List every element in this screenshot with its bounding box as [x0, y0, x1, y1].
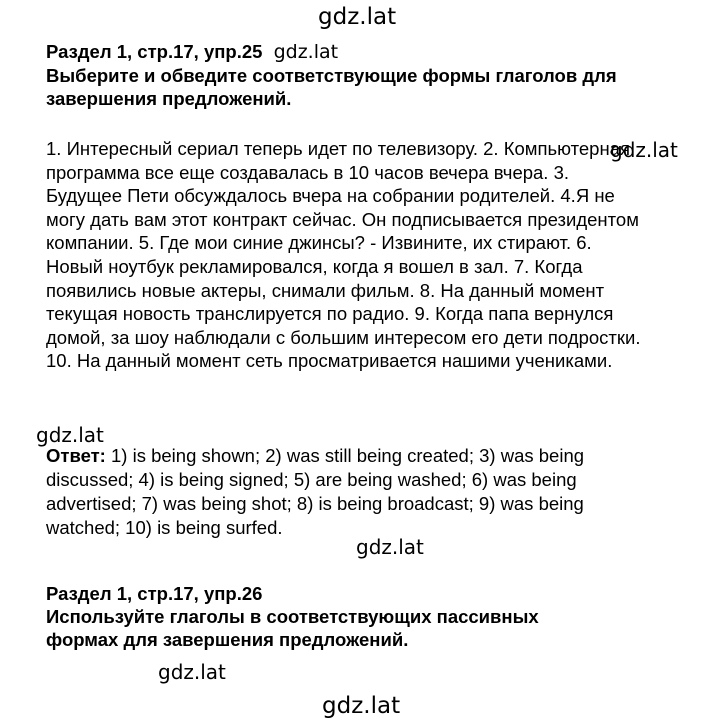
section-25-instruction: Выберите и обведите соответствующие формы глаголов для завершения предложений.	[46, 65, 617, 109]
watermark-mid: gdz.lat	[356, 535, 424, 559]
section-25-title: Раздел 1, стр.17, упр.25	[46, 41, 263, 62]
section-26-title: Раздел 1, стр.17, упр.26	[46, 583, 263, 604]
watermark-lower: gdz.lat	[158, 660, 226, 684]
section-26-heading	[46, 582, 706, 651]
watermark-right: gdz.lat	[610, 138, 678, 162]
watermark-top: gdz.lat	[318, 4, 397, 30]
watermark-left: gdz.lat	[36, 423, 104, 447]
exercise-25-sentences: 1. Интересный сериал теперь идет по телевизору. 2. Компьютерная программа все еще создавалась в 10 часов вечера вчера. 3. Будущее Пети обсуждалось вчера на собрании родителей. 4.Я не могу дать вам этот контракт сейчас. Он подписывается президентом компании. 5. Где мои синие джинсы? - Извините, их стирают. 6. Новый ноутбук рекламировался, когда я вошел в зал. 7. Когда появились новые актеры, снимали фильм. 8. На данный момент текущая новость транслируется по радио. 9. Когда папа вернулся домой, за шоу наблюдали с большим интересом его дети подростки. 10. На данный момент сеть просматривается нашими учениками.	[46, 138, 641, 372]
answer-label: Ответ:	[46, 445, 106, 466]
section-25-heading	[46, 40, 706, 110]
section-26-instruction: Используйте глаголы в соответствующих пассивных формах для завершения предложений.	[46, 606, 539, 650]
answer-text: 1) is being shown; 2) was still being created; 3) was being discussed; 4) is being signed; 5) are being washed; 6) was being advertised; 7) was being shot; 8) is being broadcast; 9) was being watched; 10) is being surfed.	[46, 445, 585, 538]
watermark-inline: gdz.lat	[273, 41, 339, 63]
exercise-25-answer	[46, 444, 656, 540]
watermark-bottom: gdz.lat	[322, 693, 401, 719]
